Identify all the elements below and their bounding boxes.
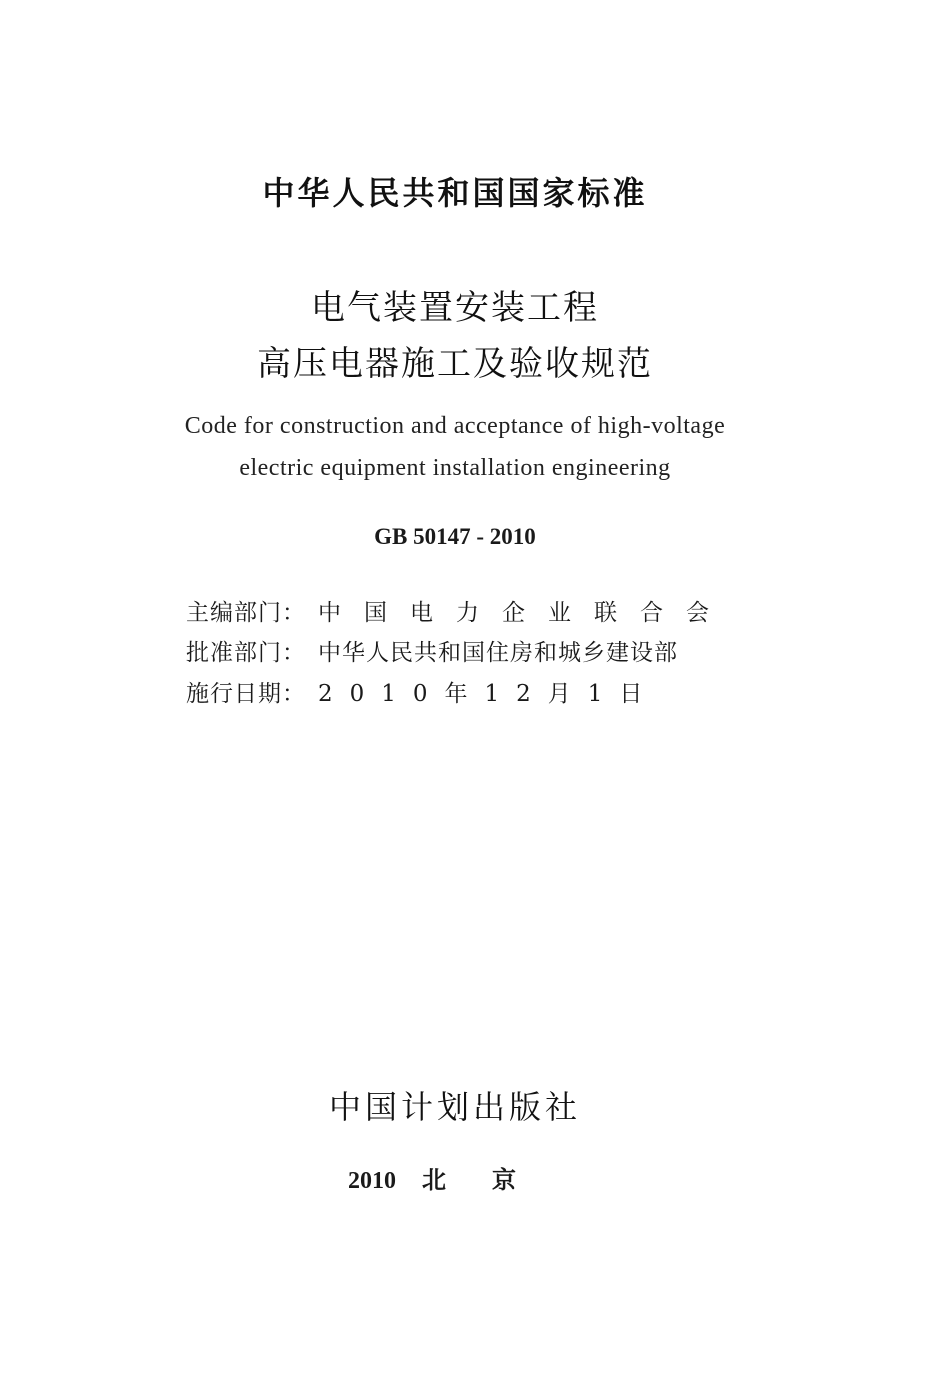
approval-value: 中华人民共和国住房和城乡建设部 bbox=[318, 640, 678, 666]
chief-editor-row bbox=[186, 594, 732, 627]
approval-row bbox=[186, 634, 678, 667]
standard-category-heading: 中华人民共和国国家标准 bbox=[262, 174, 648, 212]
title-cn-line2: 高压电器施工及验收规范 bbox=[257, 344, 653, 384]
effective-date-value: 2010年12月1日 bbox=[318, 681, 660, 707]
standard-code: GB 50147 - 2010 bbox=[374, 524, 536, 549]
chief-editor-value: 中国电力企业联合会 bbox=[318, 600, 732, 626]
approval-label: 批准部门： bbox=[186, 640, 306, 666]
effective-date-label: 施行日期： bbox=[186, 681, 306, 707]
publication-place bbox=[0, 1160, 910, 1195]
title-en-line1: Code for construction and acceptance of high-voltage bbox=[184, 413, 726, 439]
publication-year: 2010 bbox=[348, 1168, 396, 1194]
publisher-name: 中国计划出版社 bbox=[328, 1088, 581, 1126]
title-cn-line1: 电气装置安装工程 bbox=[311, 288, 599, 328]
publication-city: 北京 bbox=[422, 1166, 562, 1194]
effective-date-row bbox=[186, 675, 659, 708]
title-en-line2: electric equipment installation engineering bbox=[239, 455, 671, 481]
chief-editor-label: 主编部门： bbox=[186, 600, 306, 626]
